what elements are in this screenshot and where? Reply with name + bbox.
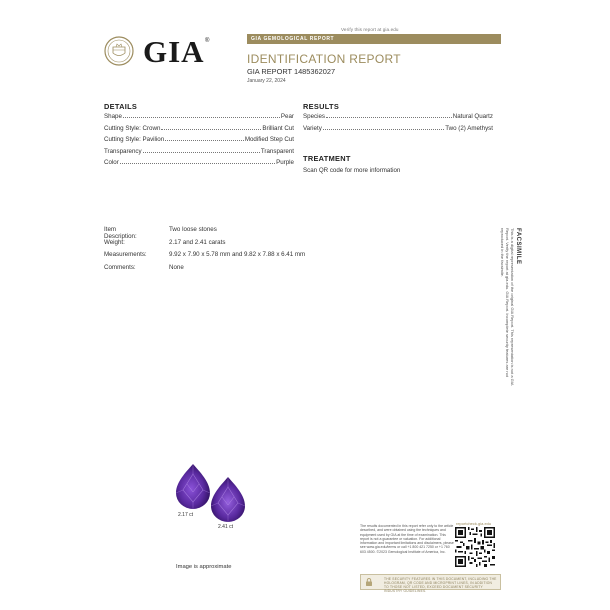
leader-dots: [165, 136, 244, 141]
row-label: Cutting Style: Crown: [104, 124, 161, 132]
stone-2-caption: 2.41 ct: [218, 524, 234, 530]
leader-dots: [143, 148, 260, 153]
report-number: GIA REPORT 1485362027: [247, 67, 336, 76]
report-title: IDENTIFICATION REPORT: [247, 52, 401, 66]
details-row-transparency: [104, 148, 294, 160]
qr-code-icon[interactable]: [455, 527, 495, 567]
verify-text: Verify this report at gia.edu: [341, 27, 399, 32]
row-label: Transparency: [104, 147, 142, 155]
desc-label: Item Description:: [104, 226, 137, 240]
row-value: Natural Quartz: [452, 113, 493, 120]
row-value: Modified Step Cut: [244, 136, 294, 143]
row-label: Species: [303, 113, 326, 120]
facsimile-note: [500, 228, 520, 388]
leader-dots: [323, 125, 444, 130]
details-list: [104, 113, 294, 171]
desc-label: Comments:: [104, 263, 136, 271]
row-label: Shape: [104, 113, 122, 120]
desc-value: 2.17 and 2.41 carats: [169, 238, 226, 246]
amethyst-stone-2-image: [208, 475, 248, 523]
row-value: Two (2) Amethyst: [445, 124, 493, 132]
results-row-species: [303, 113, 493, 125]
gia-logo-text: GIA: [143, 34, 205, 69]
image-approx-note: Image is approximate: [176, 564, 232, 570]
details-row-pavilion: [104, 136, 294, 148]
leader-dots: [161, 125, 261, 130]
row-label: Cutting Style: Pavilion: [104, 136, 165, 143]
leader-dots: [123, 113, 280, 118]
treatment-heading: TREATMENT: [303, 154, 351, 163]
desc-label: Weight:: [104, 238, 125, 246]
leader-dots: [120, 159, 275, 164]
stone-1-caption: 2.17 ct: [178, 512, 194, 518]
desc-value: 9.92 x 7.90 x 5.78 mm and 9.82 x 7.88 x 6.41 mm: [169, 251, 306, 258]
report-date: January 22, 2024: [247, 78, 286, 84]
report-type-bar: GIA GEMOLOGICAL REPORT: [247, 34, 501, 44]
row-value: Brilliant Cut: [262, 124, 294, 132]
facsimile-text: This is a digital representation of the original GIA Report. This representation is not a GIA Report. Verify the report at gia.edu. GIA Report. Incomplete security features are not reproduced in the facsimile.: [500, 228, 515, 386]
row-value: Pear: [280, 113, 294, 120]
results-heading: RESULTS: [303, 102, 340, 111]
details-row-color: [104, 159, 294, 171]
details-row-crown: [104, 125, 294, 137]
details-heading: DETAILS: [104, 102, 138, 111]
desc-label: Measurements:: [104, 251, 147, 258]
description-block: [104, 226, 364, 276]
row-label: Variety: [303, 124, 322, 132]
leader-dots: [326, 113, 452, 118]
amethyst-stone-1-image: [173, 462, 213, 510]
security-text: THE SECURITY FEATURES IN THIS DOCUMENT, INCLUDING THE HOLOGRAM, QR CODE AND MICROPRINT LINES, IN ADDITION TO THOSE NOT LISTED, EXCEED DOCUMENT SECURITY INDUSTRY GUIDELINES.: [384, 577, 497, 594]
lock-icon: [364, 577, 374, 587]
registered-mark: ®: [205, 38, 210, 44]
row-value: Purple: [276, 159, 294, 166]
desc-value: Two loose stones: [169, 226, 217, 233]
reportcheck-link[interactable]: reportcheck.gia.edu: [456, 521, 492, 526]
row-label: Color: [104, 159, 119, 166]
results-row-variety: [303, 125, 493, 137]
results-list: [303, 113, 493, 136]
treatment-text: Scan QR code for more information: [303, 167, 401, 174]
disclaimer-text: The results documented in this report refer only to the article described, and were obtained using the techniques and equipment used by GIA at the time of examination. This report is not a guarantee or valuation. For additional information and important limitations and disclaimers, please see www.gia.edu/terms or call +1 800 421 7250 or +1 760 603 4500. ©2023 Gemological Institute of America, Inc.: [360, 524, 454, 554]
row-value: Transparent: [260, 147, 294, 155]
facsimile-title: FACSIMILE: [515, 228, 521, 265]
gia-seal-icon: [104, 36, 134, 66]
details-row-shape: [104, 113, 294, 125]
desc-value: None: [169, 263, 184, 271]
